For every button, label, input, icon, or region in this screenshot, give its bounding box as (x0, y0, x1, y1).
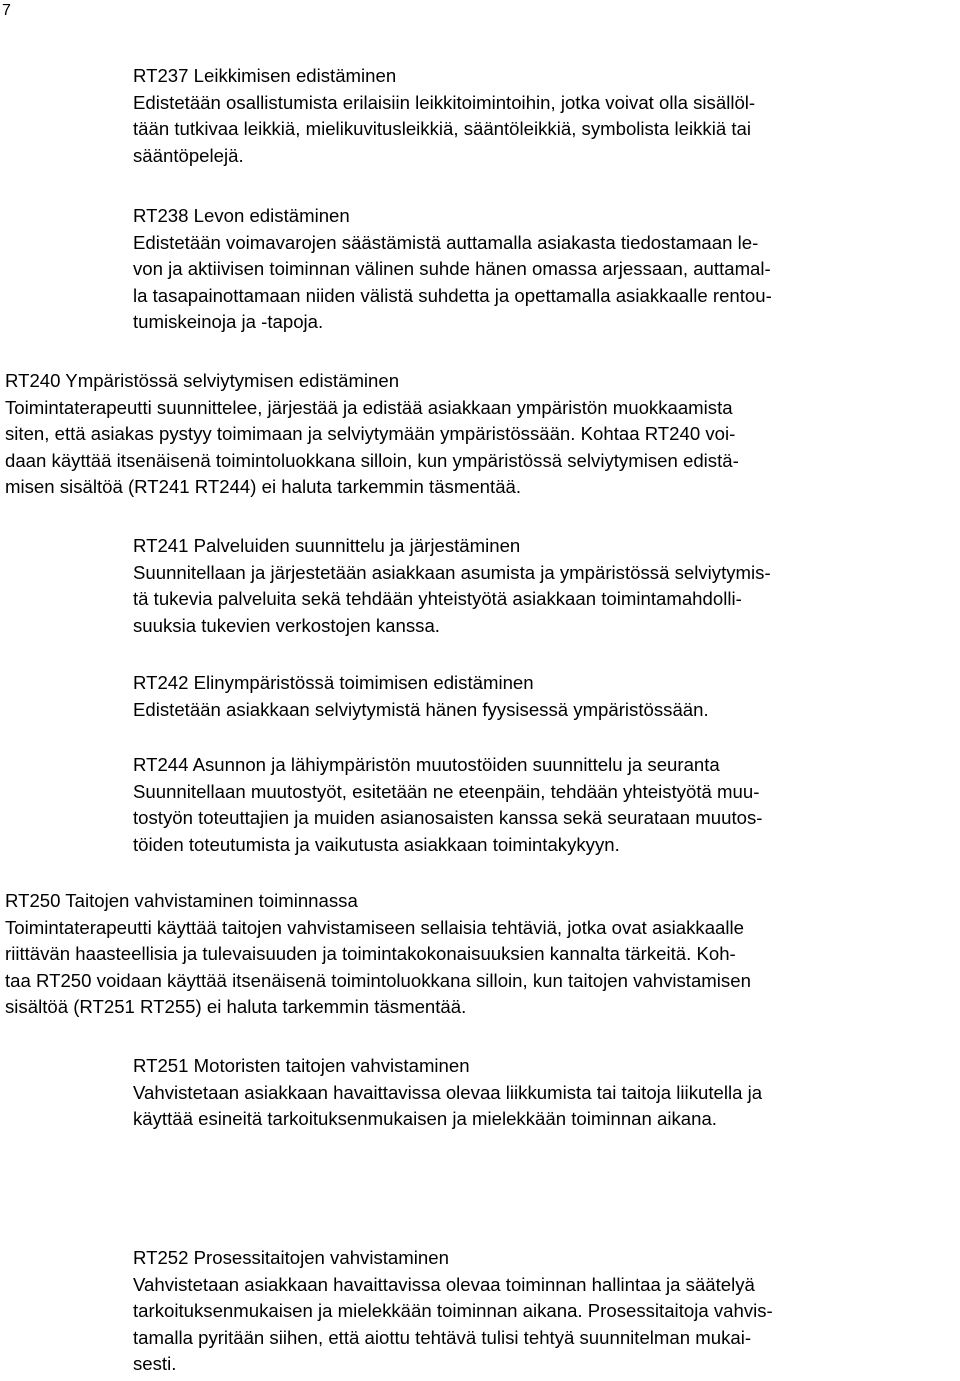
body-line: sesti. (133, 1353, 177, 1375)
body-line: sääntöpelejä. (133, 144, 244, 166)
body-line: Edistetään voimavarojen säästämistä auttamalla asiakasta tiedostamaan le- (133, 231, 759, 253)
body-line: tä tukevia palveluita sekä tehdään yhteistyötä asiakkaan toimintamahdolli- (133, 588, 742, 610)
section-heading: RT244 Asunnon ja lähiympäristön muutostöiden suunnittelu ja seuranta (133, 754, 720, 775)
body-line: Suunnitellaan ja järjestetään asiakkaan asumista ja ympäristössä selviytymis- (133, 561, 771, 583)
body-line: tamalla pyritään siihen, että aiottu tehtävä tulisi tehtyä suunnitelman mukai- (133, 1326, 752, 1348)
page-number: 7 (2, 2, 11, 19)
section-heading: RT242 Elinympäristössä toimimisen edistäminen (133, 672, 534, 693)
body-line: taa RT250 voidaan käyttää itsenäisenä toimintoluokkana silloin, kun taitojen vahvistamisen (5, 969, 751, 991)
section-heading: RT251 Motoristen taitojen vahvistaminen (133, 1055, 470, 1076)
body-line: sisältöä (RT251 RT255) ei haluta tarkemmin täsmentää. (5, 996, 467, 1018)
section-rt240 (5, 368, 739, 501)
body-line: Vahvistetaan asiakkaan havaittavissa olevaa toiminnan hallintaa ja säätelyä (133, 1273, 755, 1295)
body-line: daan käyttää itsenäisenä toimintoluokkana silloin, kun ympäristössä selviytymisen edistä- (5, 449, 739, 471)
body-line: siten, että asiakas pystyy toimimaan ja selviytymään ympäristössään. Kohtaa RT240 voi- (5, 423, 736, 445)
body-line: tostyön toteuttajien ja muiden asianosaisten kanssa sekä seurataan muutos- (133, 807, 763, 829)
body-line: Suunnitellaan muutostyöt, esitetään ne eteenpäin, tehdään yhteistyötä muu- (133, 780, 760, 802)
section-heading: RT237 Leikkimisen edistäminen (133, 65, 397, 86)
body-line: tään tutkivaa leikkiä, mielikuvitusleikkiä, sääntöleikkiä, symbolista leikkiä tai (133, 118, 751, 140)
body-line: Vahvistetaan asiakkaan havaittavissa olevaa liikkumista tai taitoja liikutella ja (133, 1081, 763, 1103)
section-heading: RT238 Levon edistäminen (133, 205, 350, 226)
section-rt251 (133, 1053, 762, 1133)
section-heading: RT252 Prosessitaitojen vahvistaminen (133, 1247, 449, 1268)
section-heading: RT250 Taitojen vahvistaminen toiminnassa (5, 890, 358, 911)
body-line: von ja aktiivisen toiminnan välinen suhde hänen omassa arjessaan, auttamal- (133, 258, 771, 280)
section-rt237 (133, 63, 755, 169)
section-rt250 (5, 888, 751, 1021)
body-line: suuksia tukevien verkostojen kanssa. (133, 614, 440, 636)
body-line: käyttää esineitä tarkoituksenmukaisen ja mielekkään toiminnan aikana. (133, 1108, 717, 1130)
section-rt252 (133, 1245, 773, 1378)
section-rt241 (133, 533, 771, 639)
body-line: Edistetään osallistumista erilaisiin leikkitoimintoihin, jotka voivat olla sisällöl- (133, 91, 756, 113)
section-rt242 (133, 670, 709, 723)
section-rt244 (133, 752, 762, 858)
body-line: misen sisältöä (RT241 RT244) ei haluta tarkemmin täsmentää. (5, 476, 522, 498)
body-line: la tasapainottamaan niiden välistä suhdetta ja opettamalla asiakkaalle rentou- (133, 284, 772, 306)
body-line: Edistetään asiakkaan selviytymistä hänen fyysisessä ympäristössään. (133, 698, 709, 720)
body-line: töiden toteutumista ja vaikutusta asiakkaan toimintakykyyn. (133, 833, 620, 855)
section-heading: RT241 Palveluiden suunnittelu ja järjestäminen (133, 535, 521, 556)
section-heading: RT240 Ympäristössä selviytymisen edistäminen (5, 370, 400, 391)
body-line: Toimintaterapeutti suunnittelee, järjestää ja edistää asiakkaan ympäristön muokkaamista (5, 396, 733, 418)
body-line: riittävän haasteellisia ja tulevaisuuden ja toimintakokonaisuuksien kannalta tärkeitä. Koh- (5, 943, 736, 965)
body-line: tumiskeinoja ja -tapoja. (133, 311, 324, 333)
body-line: tarkoituksenmukaisen ja mielekkään toiminnan aikana. Prosessitaitoja vahvis- (133, 1300, 773, 1322)
section-rt238 (133, 203, 772, 336)
body-line: Toimintaterapeutti käyttää taitojen vahvistamiseen sellaisia tehtäviä, jotka ovat asiakkaalle (5, 916, 744, 938)
